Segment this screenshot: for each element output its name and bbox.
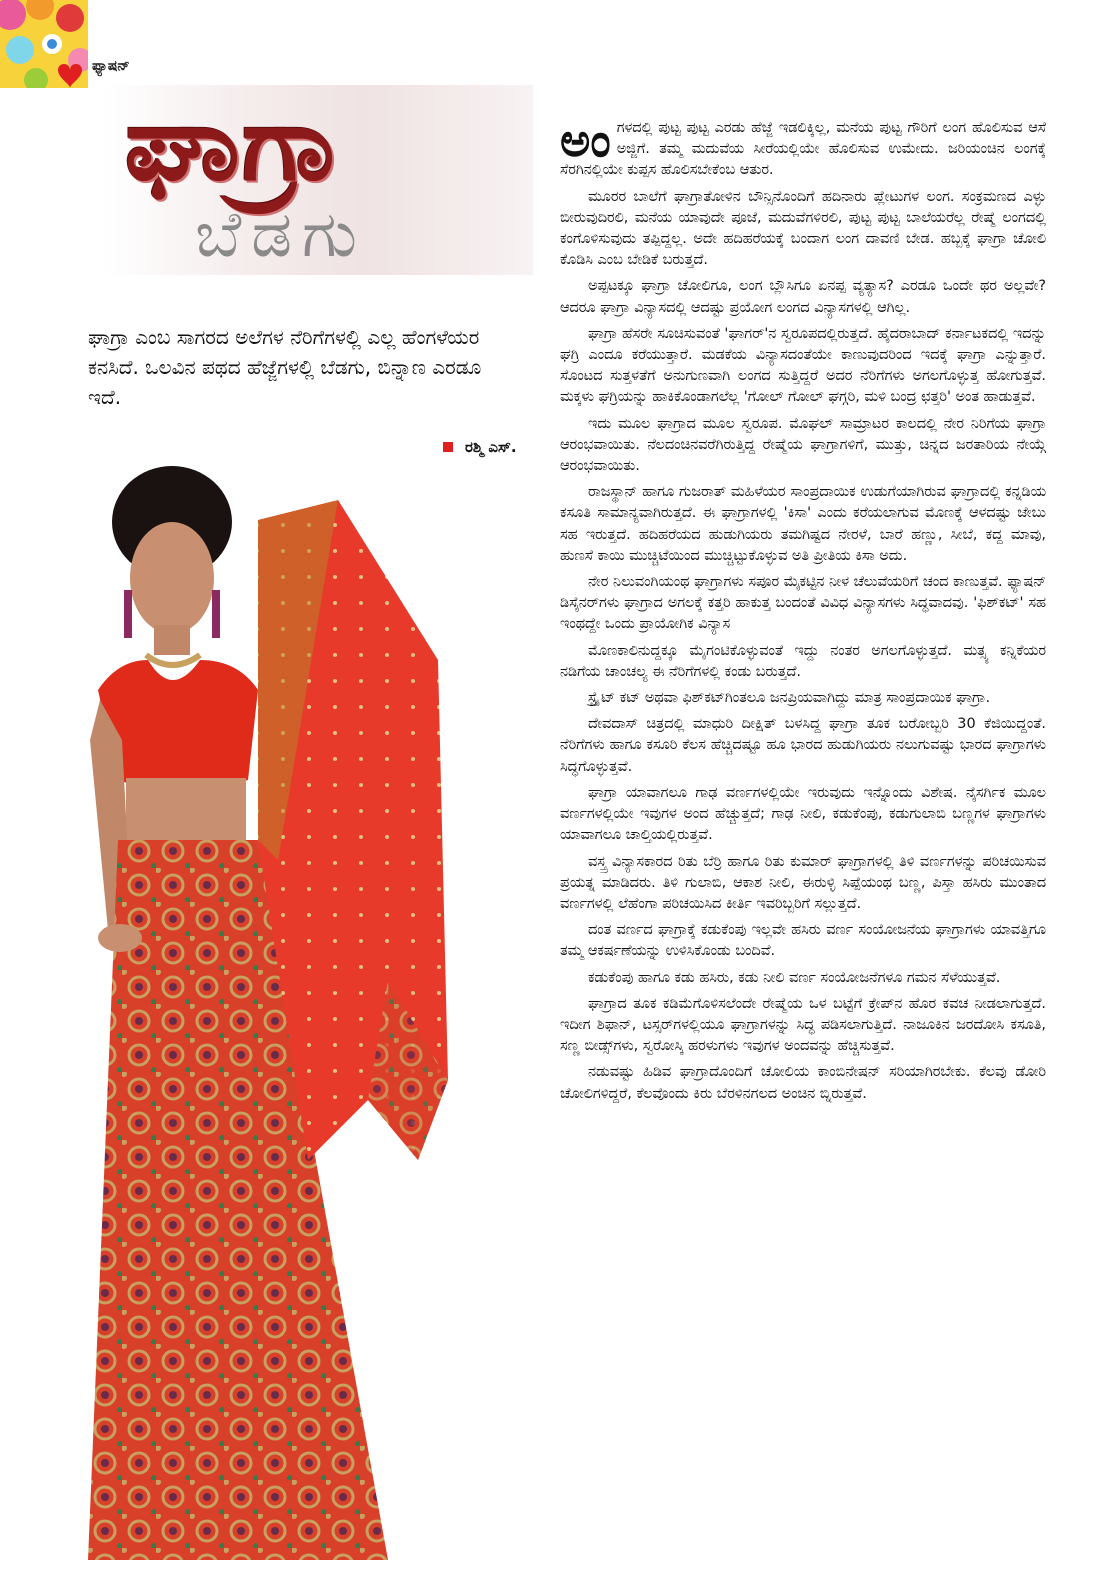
article-paragraph: ದಂತ ವರ್ಣದ ಘಾಗ್ರಾಕ್ಕೆ ಕಡುಕೆಂಪು ಇಲ್ಲವೇ ಹಸಿರು ವರ್ಣ ಸಂಯೋಜನೆಯ ಘಾಗ್ರಾಗಳು ಯಾವತ್ತಿಗೂ ತಮ್ಮ ಆಕರ್ಷಣೆಯನ್ನು ಉಳಿಸಿಕೊಂಡು ಬಂದಿವೆ. xyxy=(560,922,1046,960)
article-paragraph: ವಸ್ತ್ರ ವಿನ್ಯಾಸಕಾರದ ರಿತು ಬೆರ್ರಿ ಹಾಗೂ ರಿತು ಕುಮಾರ್ ಘಾಗ್ರಾಗಳಲ್ಲಿ ತಿಳಿ ವರ್ಣಗಳನ್ನು ಪರಿಚಯಿಸುವ ಪ್ರಯತ್ನ ಮಾಡಿದರು. ತಿಳಿ ಗುಲಾಬಿ, ಆಕಾಶ ನೀಲಿ, ಈರುಳ್ಳಿ ಸಿಪ್ಪೆಯಂಥ ಬಣ್ಣ, ಪಿಸ್ತಾ ಹಸಿರು ಮುಂತಾದ ವರ್ಣಗಳಲ್ಲಿ ಲೆಹೆಂಗಾ ಪರಿಚಯಿಸಿದ ಕೀರ್ತಿ ಇವರಿಬ್ಬರಿಗೆ ಸಲ್ಲುತ್ತದೆ. xyxy=(560,853,1046,912)
article-paragraph: ರಾಜಸ್ಥಾನ್ ಹಾಗೂ ಗುಜರಾತ್ ಮಹಿಳೆಯರ ಸಾಂಪ್ರದಾಯಿಕ ಉಡುಗೆಯಾಗಿರುವ ಘಾಗ್ರಾದಲ್ಲಿ ಕನ್ನಡಿಯ ಕಸೂತಿ ಸಾಮಾನ್ಯವಾಗಿರುತ್ತದೆ. ಈ ಘಾಗ್ರಾಗಳಲ್ಲಿ 'ಕಿಸಾ' ಎಂದು ಕರೆಯಲಾಗುವ ಮೊಣಕ್ಕೆ ಆಳದಷ್ಟು ಜೇಬು ಸಹ ಇರುತ್ತದೆ. ಹದಿಹರೆಯದ ಹುಡುಗಿಯರು ತಮಗಿಷ್ಟದ ನೇರಳೆ, ಬಾರೆ ಹಣ್ಣು, ಸೀಬೆ, ಕದ್ದ ಮಾವು, ಹುಣಸೆ ಕಾಯಿ ಮುಚ್ಚಿಟೆಯಿಂದ ಮುಚ್ಚಿಟ್ಟುಕೊಳ್ಳುವ ಅತಿ ಪ್ರೀತಿಯ ಕಿಸಾ ಅದು. xyxy=(560,484,1046,564)
article-paragraph: ಮೂರರ ಬಾಲೆಗೆ ಘಾಗ್ರಾತೋಳಿನ ಬೌನ್ಸಿನೊಂದಿಗೆ ಹದಿನಾರು ಪ್ಲೇಟುಗಳ ಲಂಗ. ಸಂಕ್ರಮಣದ ಎಳ್ಳು ಬೀರುವುದಿರಲಿ, ಮನೆಯ ಯಾವುದೇ ಪೂಜೆ, ಮದುವೆಗಳಿರಲಿ, ಪುಟ್ಟ ಪುಟ್ಟ ಬಾಲೆಯರೆಲ್ಲ ರೇಷ್ಮೆ ಲಂಗದಲ್ಲಿ ಕಂಗೊಳಿಸುವುದು ತಪ್ಪಿದ್ದಲ್ಲ. ಅದೇ ಹದಿಹರೆಯಕ್ಕೆ ಬಂದಾಗ ಲಂಗ ದಾವಣಿ ಬೇಡ. ಹಬ್ಬಕ್ಕೆ ಘಾಗ್ರಾ ಚೋಲಿ ಕೊಡಿಸಿ ಎಂಬ ಬೇಡಿಕೆ ಬರುತ್ತದೆ. xyxy=(560,188,1046,269)
article-paragraph: ನೇರ ನಿಲುವಂಗಿಯಂಥ ಘಾಗ್ರಾಗಳು ಸಪೂರ ಮೈಕಟ್ಟಿನ ನೀಳ ಚೆಲುವೆಯರಿಗೆ ಚಂದ ಕಾಣುತ್ತವೆ. ಫ್ಯಾಷನ್ ಡಿಸೈನರ್‌ಗಳು ಘಾಗ್ರಾದ ಅಗಲಕ್ಕೆ ಕತ್ತರಿ ಹಾಕುತ್ತ ಬಂದಂತೆ ವಿವಿಧ ವಿನ್ಯಾಸಗಳು ಸಿದ್ಧವಾದವು. 'ಫಿಶ್‌ಕಟ್' ಸಹ ಇಂಥದ್ದೇ ಒಂದು ಪ್ರಾಯೋಗಿಕ ವಿನ್ಯಾಸ xyxy=(560,574,1046,633)
article-paragraph: ಘಾಗ್ರಾದ ತೂಕ ಕಡಿಮೆಗೊಳಿಸಲೆಂದೇ ರೇಷ್ಮೆಯ ಒಳ ಬಟ್ಟೆಗೆ ಕ್ರೇಪ್‌ನ ಹೊರ ಕವಚ ನೀಡಲಾಗುತ್ತದೆ. ಇದೀಗ ಶಿಫಾನ್, ಟಸ್ಸರ್‌ಗಳಲ್ಲಿಯೂ ಘಾಗ್ರಾಗಳನ್ನು ಸಿದ್ಧ ಪಡಿಸಲಾಗುತ್ತಿದೆ. ನಾಜೂಕಿನ ಜರದೋಸಿ ಕಸೂತಿ, ಸಣ್ಣ ಬೀಡ್ಸ್‌ಗಳು, ಸ್ವರೋಸ್ಕಿ ಹರಳುಗಳು ಇವುಗಳ ಅಂದವನ್ನು ಹೆಚ್ಚಿಸುತ್ತವೆ. xyxy=(560,995,1046,1055)
intro-text: ಘಾಗ್ರಾ ಎಂಬ ಸಾಗರದ ಅಲೆಗಳ ನೆರಿಗೆಗಳಲ್ಲಿ ಎಲ್ಲ ಹೆಂಗಳೆಯರ ಕನಸಿದೆ. ಒಲವಿನ ಪಥದ ಹೆಜ್ಜೆಗಳಲ್ಲಿ ಬೆಡಗು, ಬಿನ್ನಾಣ ಎರಡೂ ಇದೆ. xyxy=(88,325,482,409)
article-paragraph: ಘಾಗ್ರಾ ಹೆಸರೇ ಸೂಚಿಸುವಂತೆ 'ಘಾಗರ್'ನ ಸ್ವರೂಪದಲ್ಲಿರುತ್ತದೆ. ಹೈದರಾಬಾದ್ ಕರ್ನಾಟಕದಲ್ಲಿ ಇದನ್ನು ಘಗ್ರಿ ಎಂದೂ ಕರೆಯುತ್ತಾರೆ. ಮಡಕೆಯ ವಿನ್ಯಾಸದಂತೆಯೇ ಕಾಣುವುದರಿಂದ ಇದಕ್ಕೆ ಘಾಗ್ರಾ ಎನ್ನುತ್ತಾರೆ. ಸೊಂಟದ ಸುತ್ತಳತೆಗೆ ಅನುಗುಣವಾಗಿ ಲಂಗದ ಸುತ್ತಿದ್ದರೆ ಅದರ ನೆರಿಗೆಗಳು ಅಗಲಗೊಳ್ಳುತ್ತ ಹೋಗುತ್ತವೆ. ಮಕ್ಕಳು ಘಗ್ರಿಯನ್ನು ಹಾಕಿಕೊಂಡಾಗಲೆಲ್ಲ 'ಗೋಲ್ ಗೋಲ್ ಘಗ್ಗರಿ, ಮಳಿ ಬಂದ್ರ ಛತ್ತರಿ' ಅಂತ ಹಾಡುತ್ತವೆ. xyxy=(560,325,1046,406)
article-paragraph: ಘಾಗ್ರಾ ಯಾವಾಗಲೂ ಗಾಢ ವರ್ಣಗಳಲ್ಲಿಯೇ ಇರುವುದು ಇನ್ನೊಂದು ವಿಶೇಷ. ನೈಸರ್ಗಿಕ ಮೂಲ ವರ್ಣಗಳಲ್ಲಿಯೇ ಇವುಗಳ ಅಂದ ಹೆಚ್ಚುತ್ತದೆ; ಗಾಢ ನೀಲಿ, ಕಡುಕೆಂಪು, ಕಡುಗುಲಾಬಿ ಬಣ್ಣಗಳ ಘಾಗ್ರಾಗಳು ಯಾವಾಗಲೂ ಚಾಲ್ತಿಯಲ್ಲಿರುತ್ತವೆ. xyxy=(560,784,1046,844)
article-paragraph: ಮೊಣಕಾಲಿನುದ್ದಕ್ಕೂ ಮೈಗಂಟಿಕೊಳ್ಳುವಂತೆ ಇದ್ದು ನಂತರ ಅಗಲಗೊಳ್ಳುತ್ತದೆ. ಮತ್ಸ್ಯ ಕನ್ನಿಕೆಯರ ನಡಿಗೆಯ ಚಾಂಚಲ್ಯ ಈ ನೆರಿಗೆಗಳಲ್ಲಿ ಕಂಡು ಬರುತ್ತದೆ. xyxy=(560,642,1046,680)
byline xyxy=(443,438,517,456)
article-paragraph: ನಡುವಷ್ಟು ಹಿಡಿವ ಘಾಗ್ರಾದೊಂದಿಗೆ ಚೋಲಿಯ ಕಾಂಬಿನೇಷನ್ ಸರಿಯಾಗಿರಬೇಕು. ಕೆಲವು ಡೋರಿ ಚೋಲಿಗಳಿದ್ದರೆ, ಕೆಲವೊಂದು ಕಿರು ಬೆರಳಿನಗಲದ ಅಂಚಿನ ಬ್ನಿರುತ್ತವೆ. xyxy=(560,1064,1046,1102)
title-block xyxy=(103,82,533,275)
section-label: ಫ್ಯಾಷನ್ xyxy=(92,58,130,74)
model-photo xyxy=(88,460,528,1565)
corner-decoration xyxy=(0,0,88,88)
page-title: ಘಾಗ್ರಾ xyxy=(125,82,342,204)
article-paragraph: ಕಡುಕೆಂಪು ಹಾಗೂ ಕಡು ಹಸಿರು, ಕಡು ನೀಲಿ ವರ್ಣ ಸಂಯೋಜನೆಗಳೂ ಗಮನ ಸೆಳೆಯುತ್ತವೆ. xyxy=(588,969,1001,986)
article-paragraph: ಅಪ್ಪಟಕ್ಕೂ ಘಾಗ್ರಾ ಚೋಲಿಗೂ, ಲಂಗ ಬ್ಲೌಸಿಗೂ ಏನಪ್ಪ ವ್ಯತ್ಯಾಸ? ಎರಡೂ ಒಂದೇ ಥರ ಅಲ್ಲವೇ? ಆದರೂ ಘಾಗ್ರಾ ವಿನ್ಯಾಸದಲ್ಲಿ ಆದಷ್ಟು ಪ್ರಯೋಗ ಲಂಗದ ವಿನ್ಯಾಸಗಳಲ್ಲಿ ಆಗಿಲ್ಲ. xyxy=(560,278,1046,316)
article-paragraph-1: ಅಂಗಳದಲ್ಲಿ ಪುಟ್ಟ ಪುಟ್ಟ ಎರಡು ಹೆಜ್ಜೆ ಇಡಲಿಕ್ಕಿಲ್ಲ, ಮನೆಯ ಪುಟ್ಟ ಗೌರಿಗೆ ಲಂಗ ಹೊಲಿಸುವ ಆಸೆ ಅಜ್ಜಿಗೆ. ತಮ್ಮ ಮದುವೆಯ ಸೀರೆಯಲ್ಲಿಯೇ ಹೊಲಿಸುವ ಉಮೇದು. ಜರಿಯಂಚಿನ ಲಂಗಕ್ಕೆ ಸೆರಗಿನಲ್ಲಿಯೇ ಕುಪ್ಪಸ ಹೊಲಿಸಬೇಕೆಂಬ ಆತುರ. xyxy=(560,113,1046,179)
page-subtitle: ಬೆಡಗು xyxy=(195,198,368,272)
article-paragraph: ದೇವದಾಸ್ ಚಿತ್ರದಲ್ಲಿ ಮಾಧುರಿ ದೀಕ್ಷಿತ್ ಬಳಸಿದ್ದ ಘಾಗ್ರಾ ತೂಕ ಬರೋಬ್ಬರಿ 30 ಕೆಜಿಯಿದ್ದಂತೆ. ನೆರಿಗೆಗಳು ಹಾಗೂ ಕಸೂರಿ ಕೆಲಸ ಹೆಚ್ಚಿದಷ್ಟೂ ಹೂ ಭಾರದ ಹುಡುಗಿಯರು ನಲುಗುವಷ್ಟು ಭಾರದ ಘಾಗ್ರಾಗಳು ಸಿದ್ಧಗೊಳ್ಳುತ್ತವೆ. xyxy=(560,716,1046,775)
article-paragraph: ಸ್ಟ್ರೈಟ್ ಕಟ್ ಅಥವಾ ಫಿಶ್‌ಕಟ್‌ಗಿಂತಲೂ ಜನಪ್ರಿಯವಾಗಿದ್ದು ಮಾತ್ರ ಸಾಂಪ್ರದಾಯಿಕ ಘಾಗ್ರಾ. xyxy=(588,690,991,707)
byline-marker xyxy=(443,442,453,452)
article-paragraph: ಇದು ಮೂಲ ಘಾಗ್ರಾದ ಮೂಲ ಸ್ವರೂಪ. ಮೊಘಲ್ ಸಾಮ್ರಾಟರ ಕಾಲದಲ್ಲಿ ನೇರ ನಿರಿಗೆಯ ಘಾಗ್ರಾ ಆರಂಭವಾಯಿತು. ನೆಲದಂಚಿನವರೆಗಿರುತ್ತಿದ್ದ ರೇಷ್ಮೆಯ ಘಾಗ್ರಾಗಳಿಗೆ, ಮುತ್ತು, ಚಿನ್ನದ ಜರತಾರಿಯ ನೇಯ್ಗೆ ಆರಂಭವಾಯಿತು. xyxy=(560,415,1046,475)
drop-cap: ಅಂ xyxy=(560,113,611,167)
author-name: ರಶ್ಮಿ ಎಸ್. xyxy=(465,438,517,456)
article-body xyxy=(560,113,1046,1110)
